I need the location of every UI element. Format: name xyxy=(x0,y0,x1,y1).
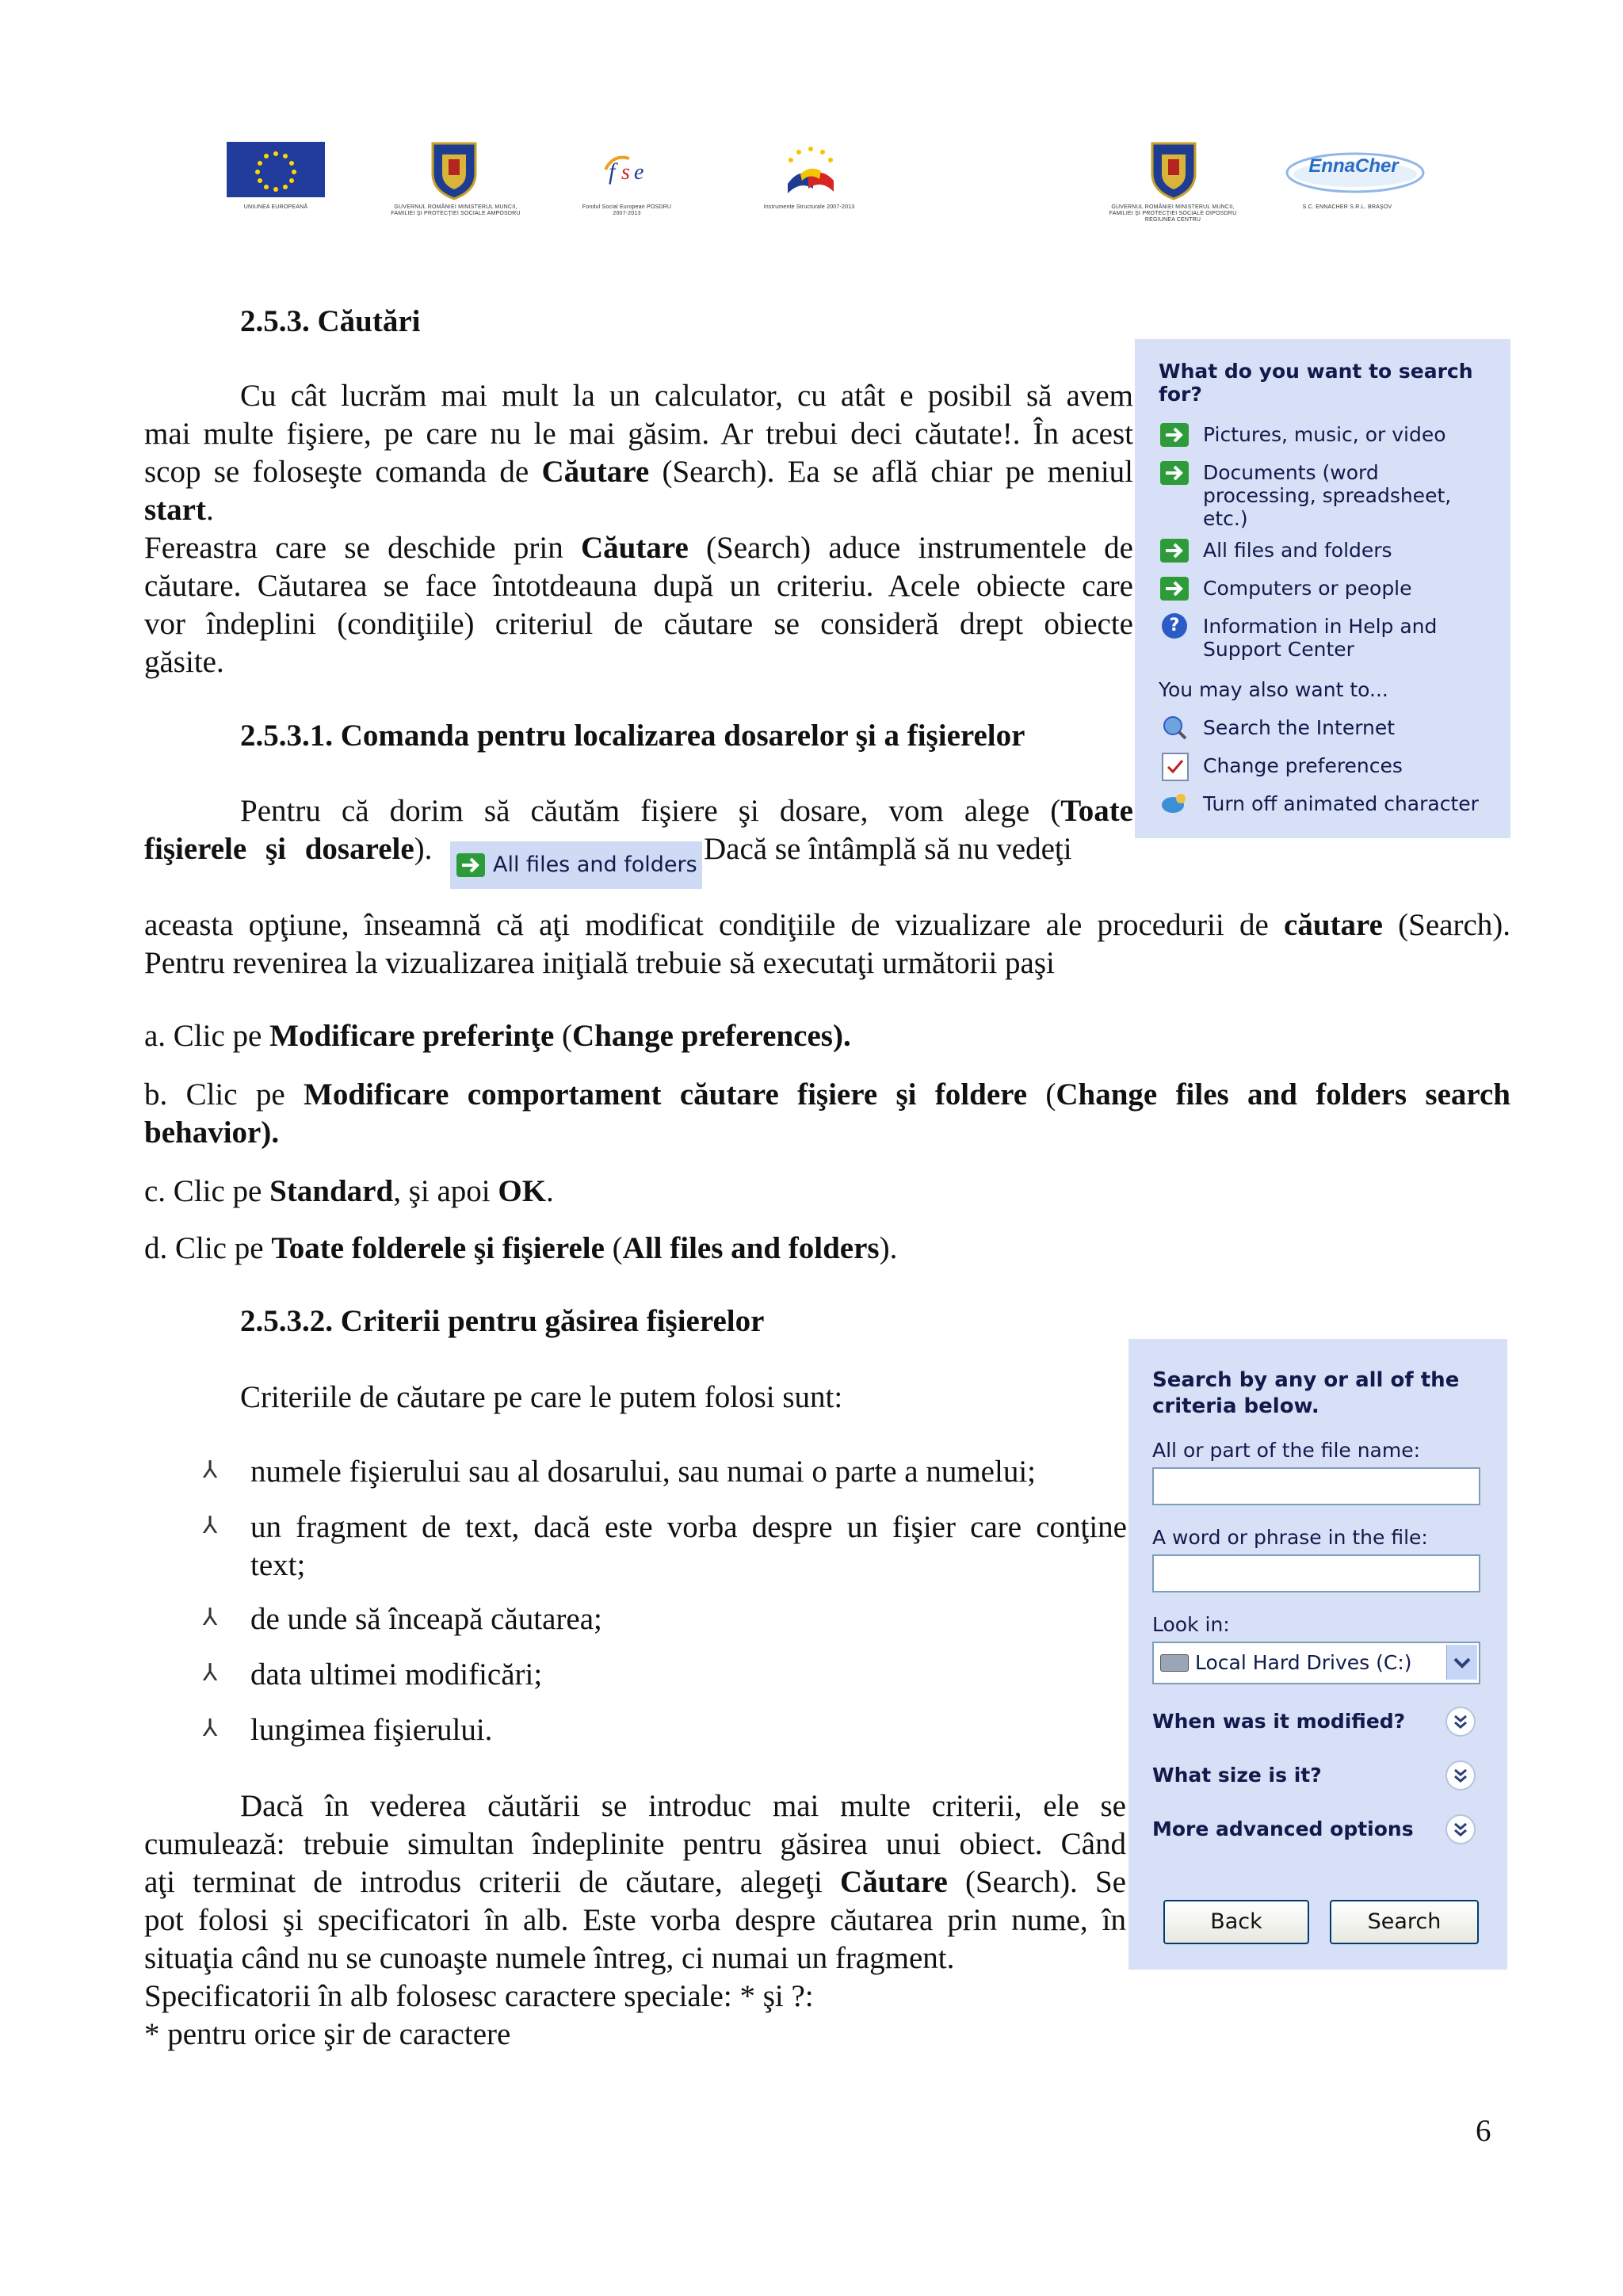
search-criteria-panel xyxy=(1128,1339,1507,1970)
step-d: d. Clic pe Toate folderele şi fişierele (All files and folders). xyxy=(144,1231,898,1265)
fse-caption: Fondul Social European POSDRU 2007-2013 xyxy=(582,204,672,216)
inline-button-label: All files and folders xyxy=(493,852,697,877)
paragraph-line: * pentru orice şir de caractere xyxy=(144,2017,511,2051)
paragraph-line: fişierele şi dosarele). xyxy=(144,832,433,866)
all-files-folders-inline-button[interactable] xyxy=(450,841,702,889)
search-option-computers[interactable]: Computers or people xyxy=(1203,577,1412,600)
section-heading-2-5-3-1: 2.5.3.1. Comanda pentru localizarea dosarelor şi a fişierelor xyxy=(240,719,1025,753)
structural-logo xyxy=(777,143,845,198)
modified-option[interactable]: When was it modified? xyxy=(1152,1710,1406,1733)
step-b: b. Clic pe Modificare comportament căutare fişiere şi foldere (Change files and folders search xyxy=(144,1077,1510,1112)
paragraph-line: cumulează: trebuie simultan îndeplinite pentru găsirea unui obiect. Când xyxy=(144,1827,1126,1861)
oiposdru-caption: GUVERNUL ROMÂNIEI MINISTERUL MUNCII, FAMILIEI ŞI PROTECŢIEI SOCIALE OIPOSDRU REGIUNEA CENTRU xyxy=(1109,204,1237,223)
green-arrow-icon xyxy=(1160,577,1189,601)
coat-of-arms-logo xyxy=(428,139,480,200)
list-item: de unde să înceapă căutarea; xyxy=(250,1602,602,1636)
animated-character-icon xyxy=(1160,791,1189,816)
bullet-icon: ⅄ xyxy=(203,1714,218,1742)
search-option-documents[interactable]: Documents (word processing, spreadsheet, etc.) xyxy=(1203,461,1452,530)
ennacher-caption: S.C. ENNACHER S.R.L. BRAŞOV xyxy=(1302,204,1392,210)
search-option-help[interactable]: Information in Help and Support Center xyxy=(1203,615,1438,661)
also-change-preferences[interactable]: Change preferences xyxy=(1203,754,1403,777)
search-panel-title: What do you want to search for? xyxy=(1159,360,1473,406)
green-arrow-icon xyxy=(456,853,485,877)
phrase-input[interactable] xyxy=(1152,1554,1480,1592)
paragraph-line: aţi terminat de introdus criterii de căutare, alegeţi Căutare (Search). Se xyxy=(144,1865,1126,1899)
svg-text:f: f xyxy=(609,158,616,185)
look-in-select[interactable] xyxy=(1152,1642,1480,1684)
list-item: data ultimei modificări; xyxy=(250,1657,543,1691)
paragraph-line: start. xyxy=(144,493,214,527)
look-in-value: Local Hard Drives (C:) xyxy=(1195,1651,1412,1674)
step-a: a. Clic pe Modificare preferinţe (Change preferences). xyxy=(144,1019,851,1053)
paragraph-line: căutare. Căutarea se face întotdeauna după un criteriu. Acele obiecte care xyxy=(144,569,1133,603)
search-option-pictures[interactable]: Pictures, music, or video xyxy=(1203,423,1446,446)
advanced-option[interactable]: More advanced options xyxy=(1152,1817,1414,1840)
list-item: un fragment de text, dacă este vorba despre un fişier care conţine xyxy=(250,1510,1127,1544)
bullet-icon: ⅄ xyxy=(203,1659,218,1687)
paragraph-line: Fereastra care se deschide prin Căutare (Search) aduce instrumentele de xyxy=(144,531,1133,565)
svg-text:s: s xyxy=(621,160,630,185)
paragraph-line: vor îndeplini (condiţiile) criteriul de căutare se consideră drept obiecte xyxy=(144,607,1133,641)
paragraph-line: găsite. xyxy=(144,645,224,679)
search-option-all-files[interactable]: All files and folders xyxy=(1203,539,1392,562)
help-icon: ? xyxy=(1162,613,1187,639)
coat-of-arms-logo-2 xyxy=(1148,139,1200,200)
paragraph-line: scop se foloseşte comanda de Căutare (Search). Ea se află chiar pe meniul xyxy=(144,455,1133,489)
green-arrow-icon xyxy=(1160,539,1189,563)
double-chevron-down-icon[interactable] xyxy=(1445,1707,1476,1737)
search-companion-panel xyxy=(1135,339,1510,838)
paragraph-line: pot folosi şi specificatori în alb. Este vorba despre căutarea prin nume, în xyxy=(144,1903,1126,1937)
paragraph-line: Cu cât lucrăm mai mult la un calculator, cu atât e posibil să avem xyxy=(240,379,1133,413)
file-name-input[interactable] xyxy=(1152,1467,1480,1505)
also-want-label: You may also want to... xyxy=(1159,678,1388,701)
svg-text:e: e xyxy=(634,160,644,185)
eu-flag-logo xyxy=(227,142,325,197)
criteria-intro: Criteriile de căutare pe care le putem folosi sunt: xyxy=(240,1380,843,1414)
section-heading-2-5-3: 2.5.3. Căutări xyxy=(240,304,421,338)
page-number: 6 xyxy=(1476,2114,1491,2148)
phrase-label: A word or phrase in the file: xyxy=(1152,1526,1428,1549)
paragraph-line: Pentru revenirea la vizualizarea iniţială trebuie să executaţi următorii paşi xyxy=(144,946,1055,980)
bullet-icon: ⅄ xyxy=(203,1456,218,1484)
hard-drive-icon xyxy=(1160,1654,1189,1672)
paragraph-line: Pentru că dorim să căutăm fişiere şi dosare, vom alege (Toate xyxy=(240,794,1133,828)
search-button[interactable]: Search xyxy=(1330,1900,1479,1944)
list-item: numele fişierului sau al dosarului, sau numai o parte a numelui; xyxy=(250,1455,1036,1489)
look-in-label: Look in: xyxy=(1152,1613,1230,1636)
list-item: lungimea fişierului. xyxy=(250,1713,493,1747)
criteria-panel-title: Search by any or all of the criteria below. xyxy=(1152,1368,1460,1418)
size-option[interactable]: What size is it? xyxy=(1152,1764,1322,1787)
bullet-icon: ⅄ xyxy=(203,1604,218,1631)
dropdown-arrow-icon[interactable] xyxy=(1446,1645,1477,1680)
green-arrow-icon xyxy=(1160,423,1189,447)
ennacher-brand: EnnaCher xyxy=(1308,155,1399,177)
section-heading-2-5-3-2: 2.5.3.2. Criterii pentru găsirea fişierelor xyxy=(240,1304,765,1338)
paragraph-line: mai multe fişiere, pe care nu le mai găsim. Ar trebui deci căutate!. În acest xyxy=(144,417,1133,451)
green-arrow-icon xyxy=(1160,461,1189,485)
double-chevron-down-icon[interactable] xyxy=(1445,1814,1476,1844)
paragraph-line: aceasta opţiune, înseamnă că aţi modificat condiţiile de vizualizare ale procedurii de căutare (Search). xyxy=(144,908,1510,942)
fse-logo xyxy=(598,147,656,192)
paragraph-line: Specificatorii în alb folosesc caractere speciale: * şi ?: xyxy=(144,1979,814,2013)
paragraph-line: situaţia când nu se cunoaşte numele întreg, ci numai un fragment. xyxy=(144,1941,955,1975)
ministry-caption: GUVERNUL ROMÂNIEI MINISTERUL MUNCII, FAMILIEI ŞI PROTECŢIEI SOCIALE AMPOSDRU xyxy=(391,204,521,216)
back-button[interactable]: Back xyxy=(1163,1900,1309,1944)
paragraph-line: Dacă în vederea căutării se introduc mai multe criterii, ele se xyxy=(240,1789,1126,1823)
bullet-icon: ⅄ xyxy=(203,1512,218,1539)
list-item-cont: text; xyxy=(250,1548,306,1582)
also-turn-off-character[interactable]: Turn off animated character xyxy=(1203,792,1479,815)
double-chevron-down-icon[interactable] xyxy=(1445,1760,1476,1791)
also-search-internet[interactable]: Search the Internet xyxy=(1203,716,1396,739)
step-c: c. Clic pe Standard, şi apoi OK. xyxy=(144,1174,554,1208)
structural-caption: Instrumente Structurale 2007-2013 xyxy=(763,204,855,210)
preferences-icon xyxy=(1162,753,1189,781)
file-name-label: All or part of the file name: xyxy=(1152,1439,1421,1462)
globe-search-icon xyxy=(1162,715,1187,740)
step-b-cont: behavior). xyxy=(144,1116,280,1150)
paragraph-line: Dacă se întâmplă să nu vedeţi xyxy=(704,832,1072,866)
eu-stars-icon xyxy=(227,142,325,197)
eu-caption: UNIUNEA EUROPEANĂ xyxy=(243,204,308,210)
